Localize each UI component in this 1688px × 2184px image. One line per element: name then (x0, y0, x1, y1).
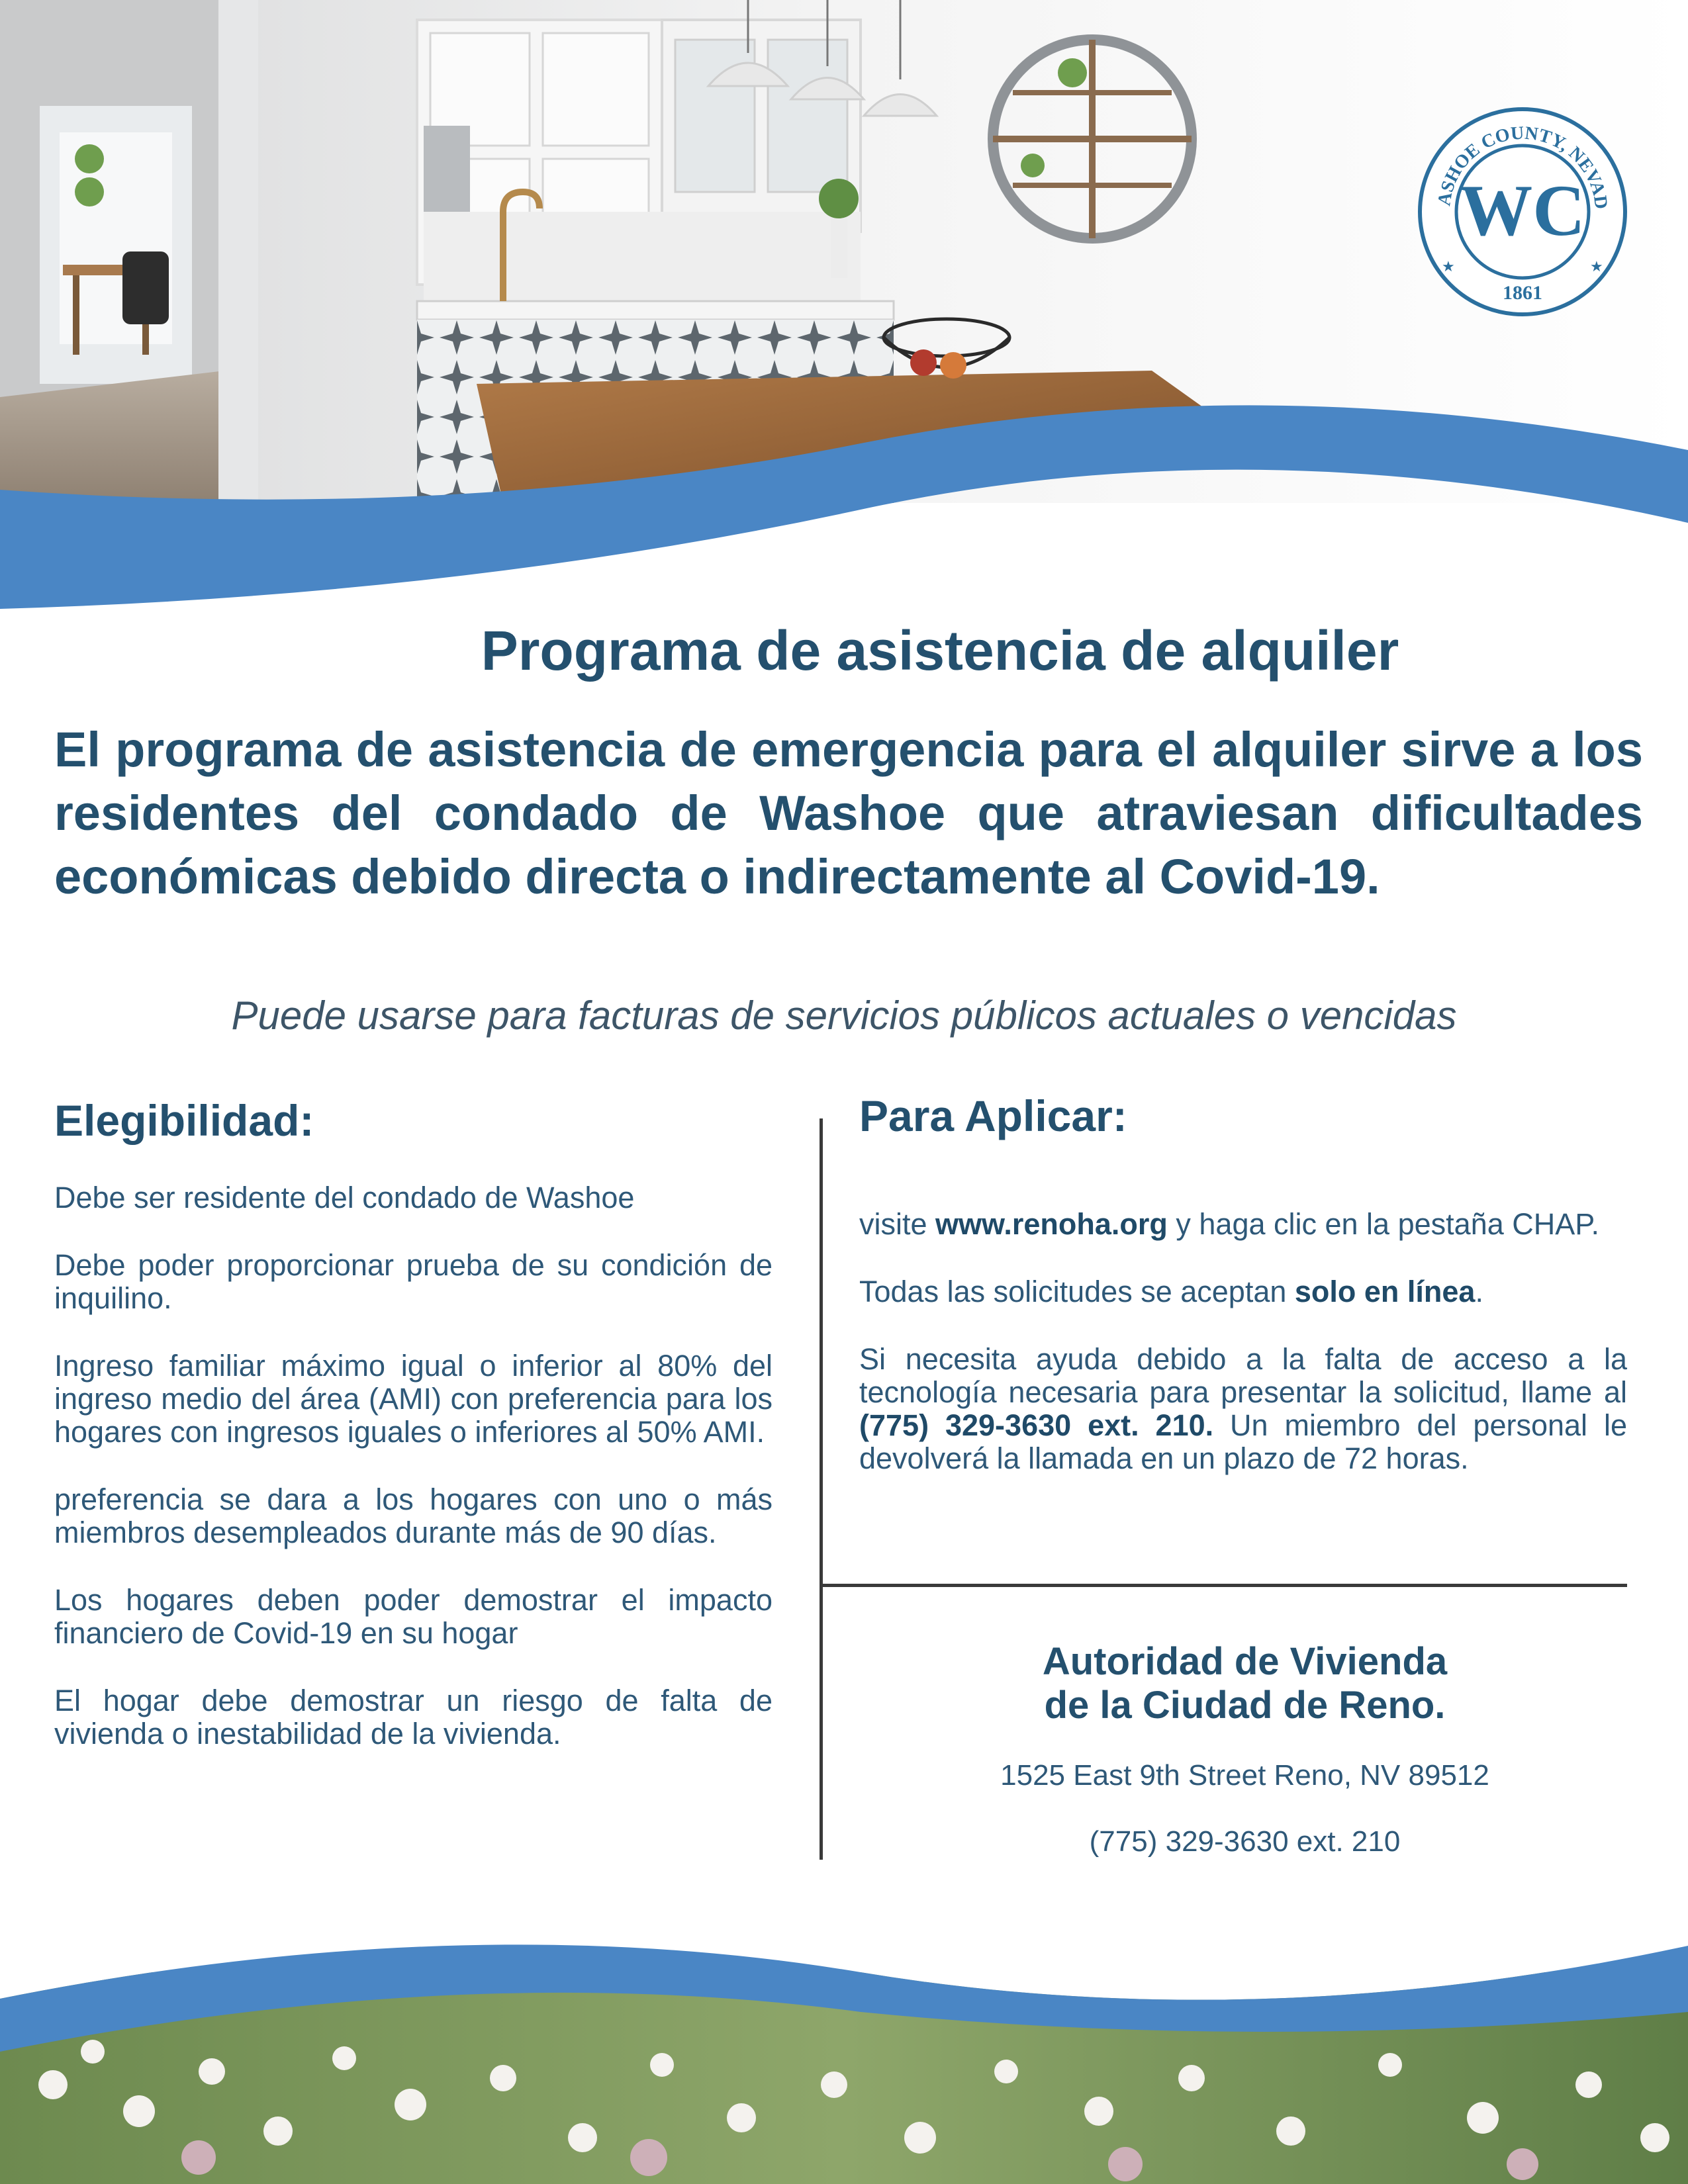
apply-heading: Para Aplicar: (859, 1091, 1127, 1140)
eligibility-item: Los hogares deben poder demostrar el impacto financiero de Covid-19 en su hogar (54, 1583, 773, 1650)
address: 1525 East 9th Street Reno, NV 89512 (1000, 1759, 1489, 1792)
apply-item-website: visite www.renoha.org y haga clic en la pestaña CHAP. (859, 1207, 1599, 1241)
svg-text:1861: 1861 (1503, 282, 1542, 304)
blossom-illustration (0, 1919, 1688, 2184)
eligibility-heading: Elegibilidad: (54, 1096, 314, 1145)
svg-text:★: ★ (1590, 258, 1603, 275)
header-wave (0, 384, 1688, 609)
eligibility-list (54, 1181, 773, 1785)
section-divider (823, 1584, 1627, 1587)
eligibility-item: El hogar debe demostrar un riesgo de falta de vivienda o inestabilidad de la vivienda. (54, 1684, 773, 1751)
page-title: Programa de asistencia de alquiler (481, 619, 1399, 682)
washoe-county-seal (1417, 106, 1628, 318)
footer-photo (0, 1919, 1688, 2184)
apply-list (859, 1208, 1627, 1510)
help-phone: (775) 329-3630 ext. 210. (859, 1408, 1214, 1442)
column-divider (820, 1118, 823, 1860)
eligibility-item: Ingreso familiar máximo igual o inferior al 80% del ingreso medio del área (AMI) con preferencia para los hogares con ingresos iguales o inferiores al 50% AMI. (54, 1349, 773, 1449)
eligibility-item: Debe ser residente del condado de Washoe (54, 1181, 635, 1214)
svg-text:WASHOE COUNTY, NEVADA: ASHOE COUNTY, NEVAD (1434, 122, 1612, 210)
svg-text:WC: WC (1460, 170, 1585, 251)
eligibility-item: preferencia se dara a los hogares con uno o más miembros desempleados durante más de 90 días. (54, 1482, 773, 1549)
eligibility-item: Debe poder proporcionar prueba de su condición de inquilino. (54, 1248, 773, 1315)
svg-text:★: ★ (1442, 258, 1455, 275)
website-link[interactable]: www.renoha.org (935, 1207, 1168, 1241)
apply-item-online: Todas las solicitudes se aceptan solo en línea. (859, 1275, 1483, 1308)
organization-name: Autoridad de Vivienda de la Ciudad de Reno. (1042, 1640, 1448, 1727)
seal-logo-icon (1417, 106, 1628, 318)
apply-item-help: Si necesita ayuda debido a la falta de acceso a la tecnología necesaria para presentar la solicitud, llame al (775) 329-3630 ext. 210. Un miembro del personal le devolverá la llamada en un plazo de 72 horas. (859, 1342, 1627, 1475)
intro-paragraph: El programa de asistencia de emergencia para el alquiler sirve a los residentes del condado de Washoe que atraviesan dificultades económicas debido directa o indirectamente al Covid-19. (54, 722, 1643, 904)
phone-number: (775) 329-3630 ext. 210 (1089, 1825, 1401, 1858)
subtitle: Puede usarse para facturas de servicios públicos actuales o vencidas (231, 993, 1457, 1038)
